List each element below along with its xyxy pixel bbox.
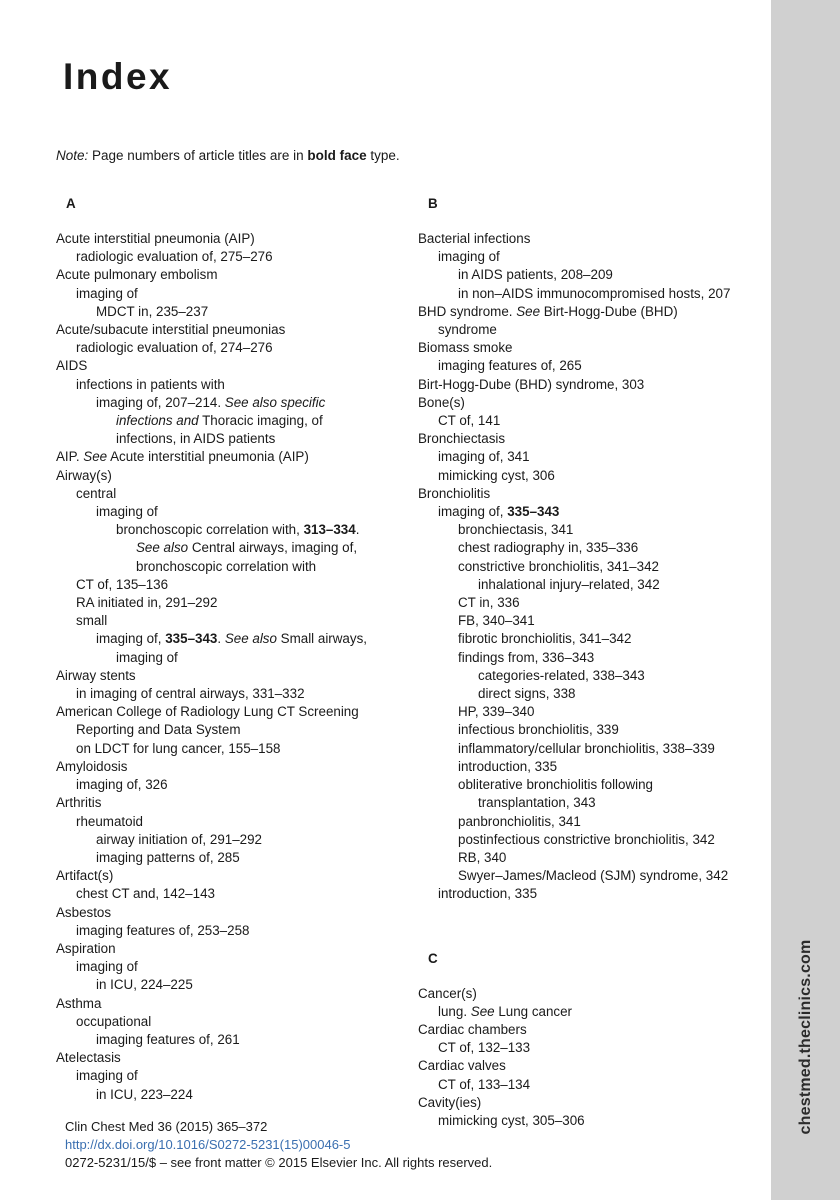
entry-text: radiologic evaluation of, 275–276 xyxy=(76,249,273,265)
index-entry xyxy=(56,867,406,885)
entry-text: inhalational injury–related, 342 xyxy=(478,576,660,592)
index-entry xyxy=(418,985,768,1003)
entry-text: CT of, 133–134 xyxy=(438,1076,531,1092)
entry-text: BHD syndrome. xyxy=(418,303,517,319)
entry-text: RA initiated in, 291–292 xyxy=(76,595,218,611)
page-title: Index xyxy=(63,56,173,97)
note-prefix: Note: xyxy=(56,148,89,163)
entry-text: CT of, 141 xyxy=(438,413,501,429)
index-subentry xyxy=(418,685,768,703)
index-entry xyxy=(56,995,406,1013)
index-entry xyxy=(56,266,406,284)
index-subentry xyxy=(418,849,768,867)
index-entry xyxy=(56,758,406,776)
entry-text: Thoracic imaging, of xyxy=(198,413,323,429)
index-subentry xyxy=(56,1031,406,1049)
index-entry xyxy=(56,230,406,248)
index-entry xyxy=(418,394,768,412)
index-subentry xyxy=(56,831,406,849)
entry-text: Arthritis xyxy=(56,795,102,811)
index-subentry xyxy=(418,649,768,667)
entry-text: FB, 340–341 xyxy=(458,613,535,629)
index-subentry xyxy=(56,958,406,976)
index-entry xyxy=(56,904,406,922)
entry-text: imaging features of, 261 xyxy=(96,1031,240,1047)
index-subentry xyxy=(56,922,406,940)
index-subentry xyxy=(418,594,768,612)
entry-text: airway initiation of, 291–292 xyxy=(96,831,263,847)
index-subentry xyxy=(418,576,768,594)
index-subentry xyxy=(418,539,768,557)
index-subentry xyxy=(56,539,406,557)
entry-text: occupational xyxy=(76,1013,152,1029)
index-subentry xyxy=(418,612,768,630)
index-subentry xyxy=(56,685,406,703)
entry-text: introduction, 335 xyxy=(438,886,538,902)
index-subentry xyxy=(418,248,768,266)
entry-text: Acute interstitial pneumonia (AIP) xyxy=(56,231,255,246)
index-subentry xyxy=(56,1067,406,1085)
index-subentry xyxy=(418,285,768,303)
index-subentry xyxy=(418,357,768,375)
index-subentry xyxy=(56,1013,406,1031)
index-subentry xyxy=(418,831,768,849)
section-letter: B xyxy=(428,196,438,211)
index-note xyxy=(56,148,400,163)
index-subentry xyxy=(56,248,406,266)
index-subentry xyxy=(56,485,406,503)
entry-text: lung. xyxy=(438,1003,471,1019)
entry-text: Reporting and Data System xyxy=(76,722,241,738)
entry-text: imaging of, xyxy=(96,631,166,647)
index-entry xyxy=(56,321,406,339)
index-subentry xyxy=(56,339,406,357)
entry-text: Airway(s) xyxy=(56,467,112,483)
entry-text: Birt-Hogg-Dube (BHD) syndrome, 303 xyxy=(418,376,645,392)
index-subentry xyxy=(418,503,768,521)
entry-text: imaging of xyxy=(96,504,158,520)
index-subentry xyxy=(56,776,406,794)
index-subentry xyxy=(418,1039,768,1057)
entry-text: imaging of xyxy=(438,249,500,265)
entry-text: CT in, 336 xyxy=(458,595,520,611)
entry-text: imaging of, 341 xyxy=(438,449,530,465)
index-entry xyxy=(56,1049,406,1067)
index-subentry xyxy=(56,740,406,758)
entry-text: AIDS xyxy=(56,358,88,374)
entry-text: imaging of xyxy=(116,649,178,665)
entry-text: syndrome xyxy=(438,322,497,338)
index-subentry xyxy=(56,630,406,648)
index-entry xyxy=(56,794,406,812)
entry-text: in imaging of central airways, 331–332 xyxy=(76,686,305,702)
entry-text: in non–AIDS immunocompromised hosts, 207 xyxy=(458,285,731,301)
index-subentry xyxy=(56,412,406,430)
index-entry xyxy=(418,1094,768,1112)
index-entry xyxy=(56,667,406,685)
citation: Clin Chest Med 36 (2015) 365–372 xyxy=(65,1119,268,1134)
entry-text: bronchoscopic correlation with xyxy=(136,558,317,574)
section-letter: C xyxy=(428,950,438,966)
index-entry xyxy=(418,376,768,394)
note-bold-text: bold face xyxy=(307,148,367,163)
entry-text: Biomass smoke xyxy=(418,340,513,356)
index-entry xyxy=(418,1021,768,1039)
entry-text: mimicking cyst, 305–306 xyxy=(438,1112,585,1128)
entry-text: Central airways, imaging of, xyxy=(188,540,358,556)
entry-text: Bone(s) xyxy=(418,394,465,410)
entry-text: mimicking cyst, 306 xyxy=(438,467,555,483)
index-subentry xyxy=(418,412,768,430)
entry-text: Cardiac valves xyxy=(418,1058,506,1074)
entry-text: transplantation, 343 xyxy=(478,795,596,811)
entry-text: Atelectasis xyxy=(56,1050,121,1066)
entry-text: chest CT and, 142–143 xyxy=(76,886,215,902)
doi-link[interactable]: http://dx.doi.org/10.1016/S0272-5231(15)00046-5 xyxy=(65,1137,351,1152)
entry-text: postinfectious constrictive bronchiolitis, 342 xyxy=(458,831,715,847)
entry-text: See xyxy=(516,303,541,319)
index-subentry xyxy=(56,885,406,903)
index-entry xyxy=(418,303,768,321)
entry-text: RB, 340 xyxy=(458,849,507,865)
entry-text: AIP. xyxy=(56,449,84,465)
entry-text: See also xyxy=(224,631,277,647)
index-subentry xyxy=(418,667,768,685)
entry-text: infections, in AIDS patients xyxy=(116,431,276,447)
section-letter: A xyxy=(66,196,76,211)
entry-text: rheumatoid xyxy=(76,813,143,829)
entry-text: direct signs, 338 xyxy=(478,686,576,702)
entry-text: CT of, 132–133 xyxy=(438,1040,531,1056)
entry-text: categories-related, 338–343 xyxy=(478,667,645,683)
entry-text: imaging of xyxy=(76,959,138,975)
entry-text: Bronchiectasis xyxy=(418,431,506,447)
entry-text: Acute interstitial pneumonia (AIP) xyxy=(107,449,309,465)
index-entry xyxy=(418,430,768,448)
entry-text: imaging patterns of, 285 xyxy=(96,849,240,865)
index-entry xyxy=(418,485,768,503)
section-gap xyxy=(418,904,768,950)
entry-text: inflammatory/cellular bronchiolitis, 338–339 xyxy=(458,740,715,756)
entry-text: fibrotic bronchiolitis, 341–342 xyxy=(458,631,632,647)
entry-text: central xyxy=(76,485,117,501)
entry-text: Small airways, xyxy=(276,631,367,647)
entry-text: in AIDS patients, 208–209 xyxy=(458,267,613,283)
entry-text: Cardiac chambers xyxy=(418,1021,527,1037)
entry-text: Asthma xyxy=(56,995,102,1011)
entry-text: imaging of xyxy=(76,285,138,301)
entry-text: See xyxy=(83,449,108,465)
index-entry xyxy=(56,703,406,721)
entry-text: . xyxy=(217,631,225,647)
index-entry xyxy=(56,467,406,485)
entry-text: 335–343 xyxy=(507,504,560,520)
entry-text: imaging features of, 253–258 xyxy=(76,922,250,938)
entry-text: Bronchiolitis xyxy=(418,485,491,501)
entry-text: radiologic evaluation of, 274–276 xyxy=(76,340,273,356)
index-subentry xyxy=(418,1076,768,1094)
entry-text: 335–343 xyxy=(165,631,218,647)
index-subentry xyxy=(418,794,768,812)
index-subentry xyxy=(56,649,406,667)
index-subentry xyxy=(418,521,768,539)
entry-text: infectious bronchiolitis, 339 xyxy=(458,722,619,738)
index-subentry xyxy=(418,467,768,485)
index-subentry xyxy=(56,303,406,321)
index-entry xyxy=(56,940,406,958)
index-column-left xyxy=(56,195,406,1104)
entry-text: CT of, 135–136 xyxy=(76,576,169,592)
entry-text: Cavity(ies) xyxy=(418,1094,482,1110)
index-subentry xyxy=(418,321,768,339)
entry-text: imaging of, 207–214. xyxy=(96,394,225,410)
index-subentry xyxy=(56,976,406,994)
index-subentry xyxy=(56,430,406,448)
index-subentry xyxy=(418,266,768,284)
index-subentry xyxy=(56,521,406,539)
entry-text: HP, 339–340 xyxy=(458,704,535,720)
entry-text: MDCT in, 235–237 xyxy=(96,303,209,319)
entry-text: Birt-Hogg-Dube (BHD) xyxy=(540,303,678,319)
entry-text: Acute pulmonary embolism xyxy=(56,267,218,283)
index-subentry xyxy=(56,558,406,576)
entry-text: Acute/subacute interstitial pneumonias xyxy=(56,322,286,338)
index-subentry xyxy=(418,740,768,758)
index-subentry xyxy=(56,721,406,739)
index-subentry xyxy=(56,1086,406,1104)
index-entry xyxy=(418,1057,768,1075)
index-subentry xyxy=(56,376,406,394)
entry-text: findings from, 336–343 xyxy=(458,649,595,665)
index-subentry xyxy=(56,813,406,831)
entry-text: obliterative bronchiolitis following xyxy=(458,777,654,793)
entry-text: bronchiectasis, 341 xyxy=(458,522,574,538)
entry-text: . xyxy=(355,522,360,538)
entry-text: chest radiography in, 335–336 xyxy=(458,540,639,556)
index-subentry xyxy=(418,721,768,739)
index-subentry xyxy=(56,503,406,521)
entry-text: American College of Radiology Lung CT Screening xyxy=(56,704,359,720)
journal-url: chestmed.theclinics.com xyxy=(797,939,814,1135)
index-subentry xyxy=(56,849,406,867)
index-column-right xyxy=(418,195,768,1130)
entry-text: Cancer(s) xyxy=(418,985,477,1001)
entry-text: Bacterial infections xyxy=(418,231,531,246)
entry-text: in ICU, 224–225 xyxy=(96,977,193,993)
entry-text: 313–334 xyxy=(303,522,356,538)
entry-text: See also xyxy=(136,540,189,556)
index-subentry xyxy=(418,867,768,885)
index-subentry xyxy=(418,758,768,776)
index-subentry xyxy=(418,1003,768,1021)
entry-text: small xyxy=(76,613,108,629)
entry-text: See xyxy=(470,1003,495,1019)
index-subentry xyxy=(418,776,768,794)
entry-text: Airway stents xyxy=(56,667,136,683)
index-subentry xyxy=(56,612,406,630)
copyright: 0272-5231/15/$ – see front matter © 2015 Elsevier Inc. All rights reserved. xyxy=(65,1155,493,1170)
index-subentry xyxy=(418,813,768,831)
entry-text: See also specific xyxy=(224,394,326,410)
entry-text: in ICU, 223–224 xyxy=(96,1086,193,1102)
entry-text: panbronchiolitis, 341 xyxy=(458,813,581,829)
index-subentry xyxy=(418,630,768,648)
entry-text: Artifact(s) xyxy=(56,868,114,884)
index-subentry xyxy=(418,885,768,903)
index-entry xyxy=(56,448,406,466)
note-text-after: type. xyxy=(366,148,400,163)
entry-text: imaging features of, 265 xyxy=(438,358,582,374)
entry-text: Swyer–James/Macleod (SJM) syndrome, 342 xyxy=(458,868,729,884)
entry-text: on LDCT for lung cancer, 155–158 xyxy=(76,740,281,756)
index-subentry xyxy=(418,448,768,466)
entry-text: infections in patients with xyxy=(76,376,225,392)
entry-text: bronchoscopic correlation with, xyxy=(116,522,304,538)
entry-text: constrictive bronchiolitis, 341–342 xyxy=(458,558,659,574)
entry-text: Aspiration xyxy=(56,940,116,956)
index-entry xyxy=(56,357,406,375)
entry-text: Asbestos xyxy=(56,904,112,920)
index-subentry xyxy=(418,703,768,721)
entry-text: imaging of xyxy=(76,1068,138,1084)
index-entry xyxy=(418,339,768,357)
index-subentry xyxy=(56,594,406,612)
index-subentry xyxy=(418,558,768,576)
entry-text: Lung cancer xyxy=(494,1003,573,1019)
entry-text: infections and xyxy=(116,413,199,429)
index-subentry xyxy=(56,394,406,412)
entry-text: Amyloidosis xyxy=(56,758,128,774)
entry-text: imaging of, 326 xyxy=(76,777,168,793)
note-text-before: Page numbers of article titles are in xyxy=(88,148,308,163)
entry-text: introduction, 335 xyxy=(458,758,558,774)
entry-text: imaging of, xyxy=(438,504,508,520)
index-subentry xyxy=(56,576,406,594)
footer xyxy=(65,1118,492,1172)
index-subentry xyxy=(56,285,406,303)
index-entry xyxy=(418,230,768,248)
